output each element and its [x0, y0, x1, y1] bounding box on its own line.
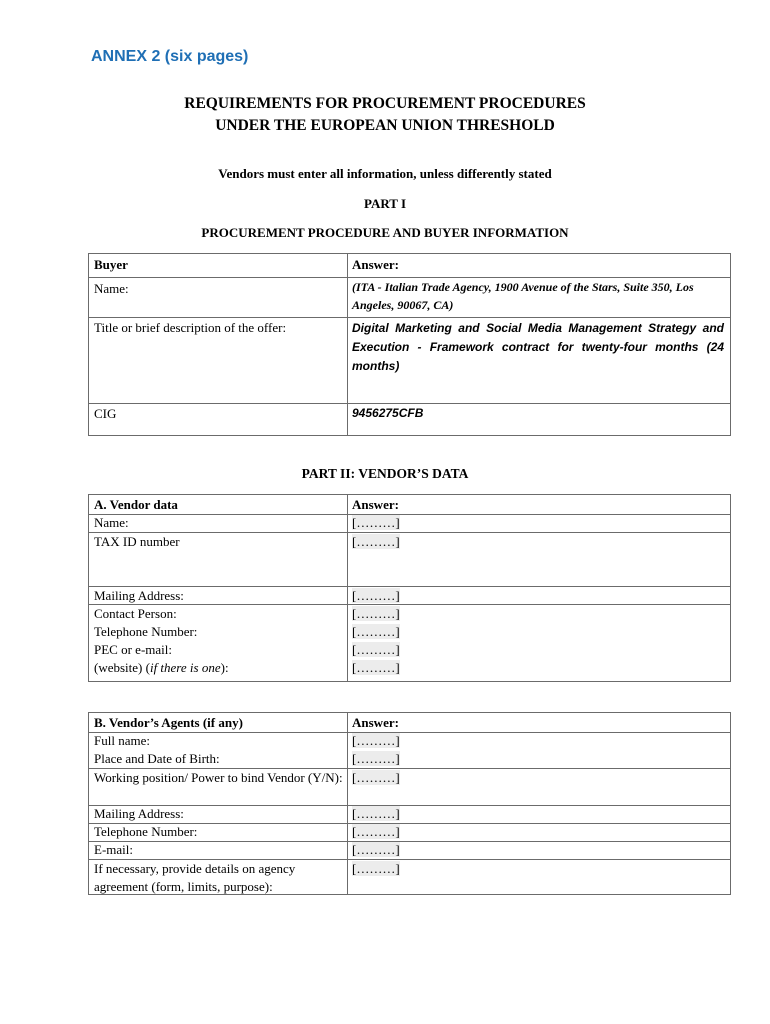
buyer-name-label: Name:: [94, 281, 129, 296]
agency-agreement-field[interactable]: [………]: [352, 861, 400, 876]
telephone-field[interactable]: [………]: [352, 624, 400, 639]
cig-label: CIG: [94, 406, 117, 421]
agent-fullname-field[interactable]: [………]: [352, 733, 400, 748]
agent-position-label: Working position/ Power to bind Vendor (Y/N):: [94, 770, 343, 785]
agency-agreement-label: If necessary, provide details on agency agreement (form, limits, purpose):: [94, 861, 296, 894]
part2-heading: PART II: VENDOR’S DATA: [301, 466, 469, 481]
mailing-address-label: Mailing Address:: [94, 588, 184, 603]
pec-email-label: PEC or e-mail:: [94, 642, 172, 657]
buyer-header: Buyer: [94, 257, 128, 272]
part1-subheading: PROCUREMENT PROCEDURE AND BUYER INFORMATION: [201, 225, 569, 240]
tax-id-field[interactable]: [………]: [352, 534, 400, 549]
telephone-label: Telephone Number:: [94, 624, 198, 639]
vendor-data-table: [88, 494, 731, 682]
agent-phone-label: Telephone Number:: [94, 824, 198, 839]
offer-title-value: Digital Marketing and Social Media Management Strategy and Execution - Framework contract for twenty-four months (24 months): [352, 321, 724, 373]
agent-mailing-field[interactable]: [………]: [352, 806, 400, 821]
vendor-agents-table: [88, 712, 731, 895]
vendor-data-header: A. Vendor data: [94, 497, 178, 512]
pec-email-field[interactable]: [………]: [352, 642, 400, 657]
tax-id-label: TAX ID number: [94, 534, 180, 549]
website-label: (website) (if there is one):: [94, 660, 229, 675]
agent-fullname-label: Full name:: [94, 733, 150, 748]
vendor-name-field[interactable]: [………]: [352, 515, 400, 530]
document-title-line1: REQUIREMENTS FOR PROCUREMENT PROCEDURES: [184, 95, 586, 112]
vendor-name-label: Name:: [94, 515, 129, 530]
cig-value: 9456275CFB: [352, 406, 424, 420]
agents-answer-header: Answer:: [352, 715, 399, 730]
subtitle: Vendors must enter all information, unless differently stated: [218, 166, 552, 181]
contact-person-field[interactable]: [………]: [352, 606, 400, 621]
vendor-answer-header: Answer:: [352, 497, 399, 512]
agent-phone-field[interactable]: [………]: [352, 824, 400, 839]
agent-mailing-label: Mailing Address:: [94, 806, 184, 821]
website-field[interactable]: [………]: [352, 660, 400, 675]
buyer-table: [88, 253, 731, 436]
buyer-answer-header: Answer:: [352, 257, 399, 272]
annex-title: ANNEX 2 (six pages): [91, 48, 249, 65]
contact-person-label: Contact Person:: [94, 606, 177, 621]
agent-birth-field[interactable]: [………]: [352, 751, 400, 766]
agents-header: B. Vendor’s Agents (if any): [94, 715, 243, 730]
document-title-line2: UNDER THE EUROPEAN UNION THRESHOLD: [215, 117, 555, 134]
agent-email-label: E-mail:: [94, 842, 133, 857]
buyer-name-value: (ITA - Italian Trade Agency, 1900 Avenue of the Stars, Suite 350, Los Angeles, 90067, CA): [352, 280, 694, 312]
offer-title-label: Title or brief description of the offer:: [94, 320, 287, 335]
agent-email-field[interactable]: [………]: [352, 842, 400, 857]
part1-heading: PART I: [363, 196, 407, 211]
mailing-address-field[interactable]: [………]: [352, 588, 400, 603]
agent-birth-label: Place and Date of Birth:: [94, 751, 220, 766]
agent-position-field[interactable]: [………]: [352, 770, 400, 785]
